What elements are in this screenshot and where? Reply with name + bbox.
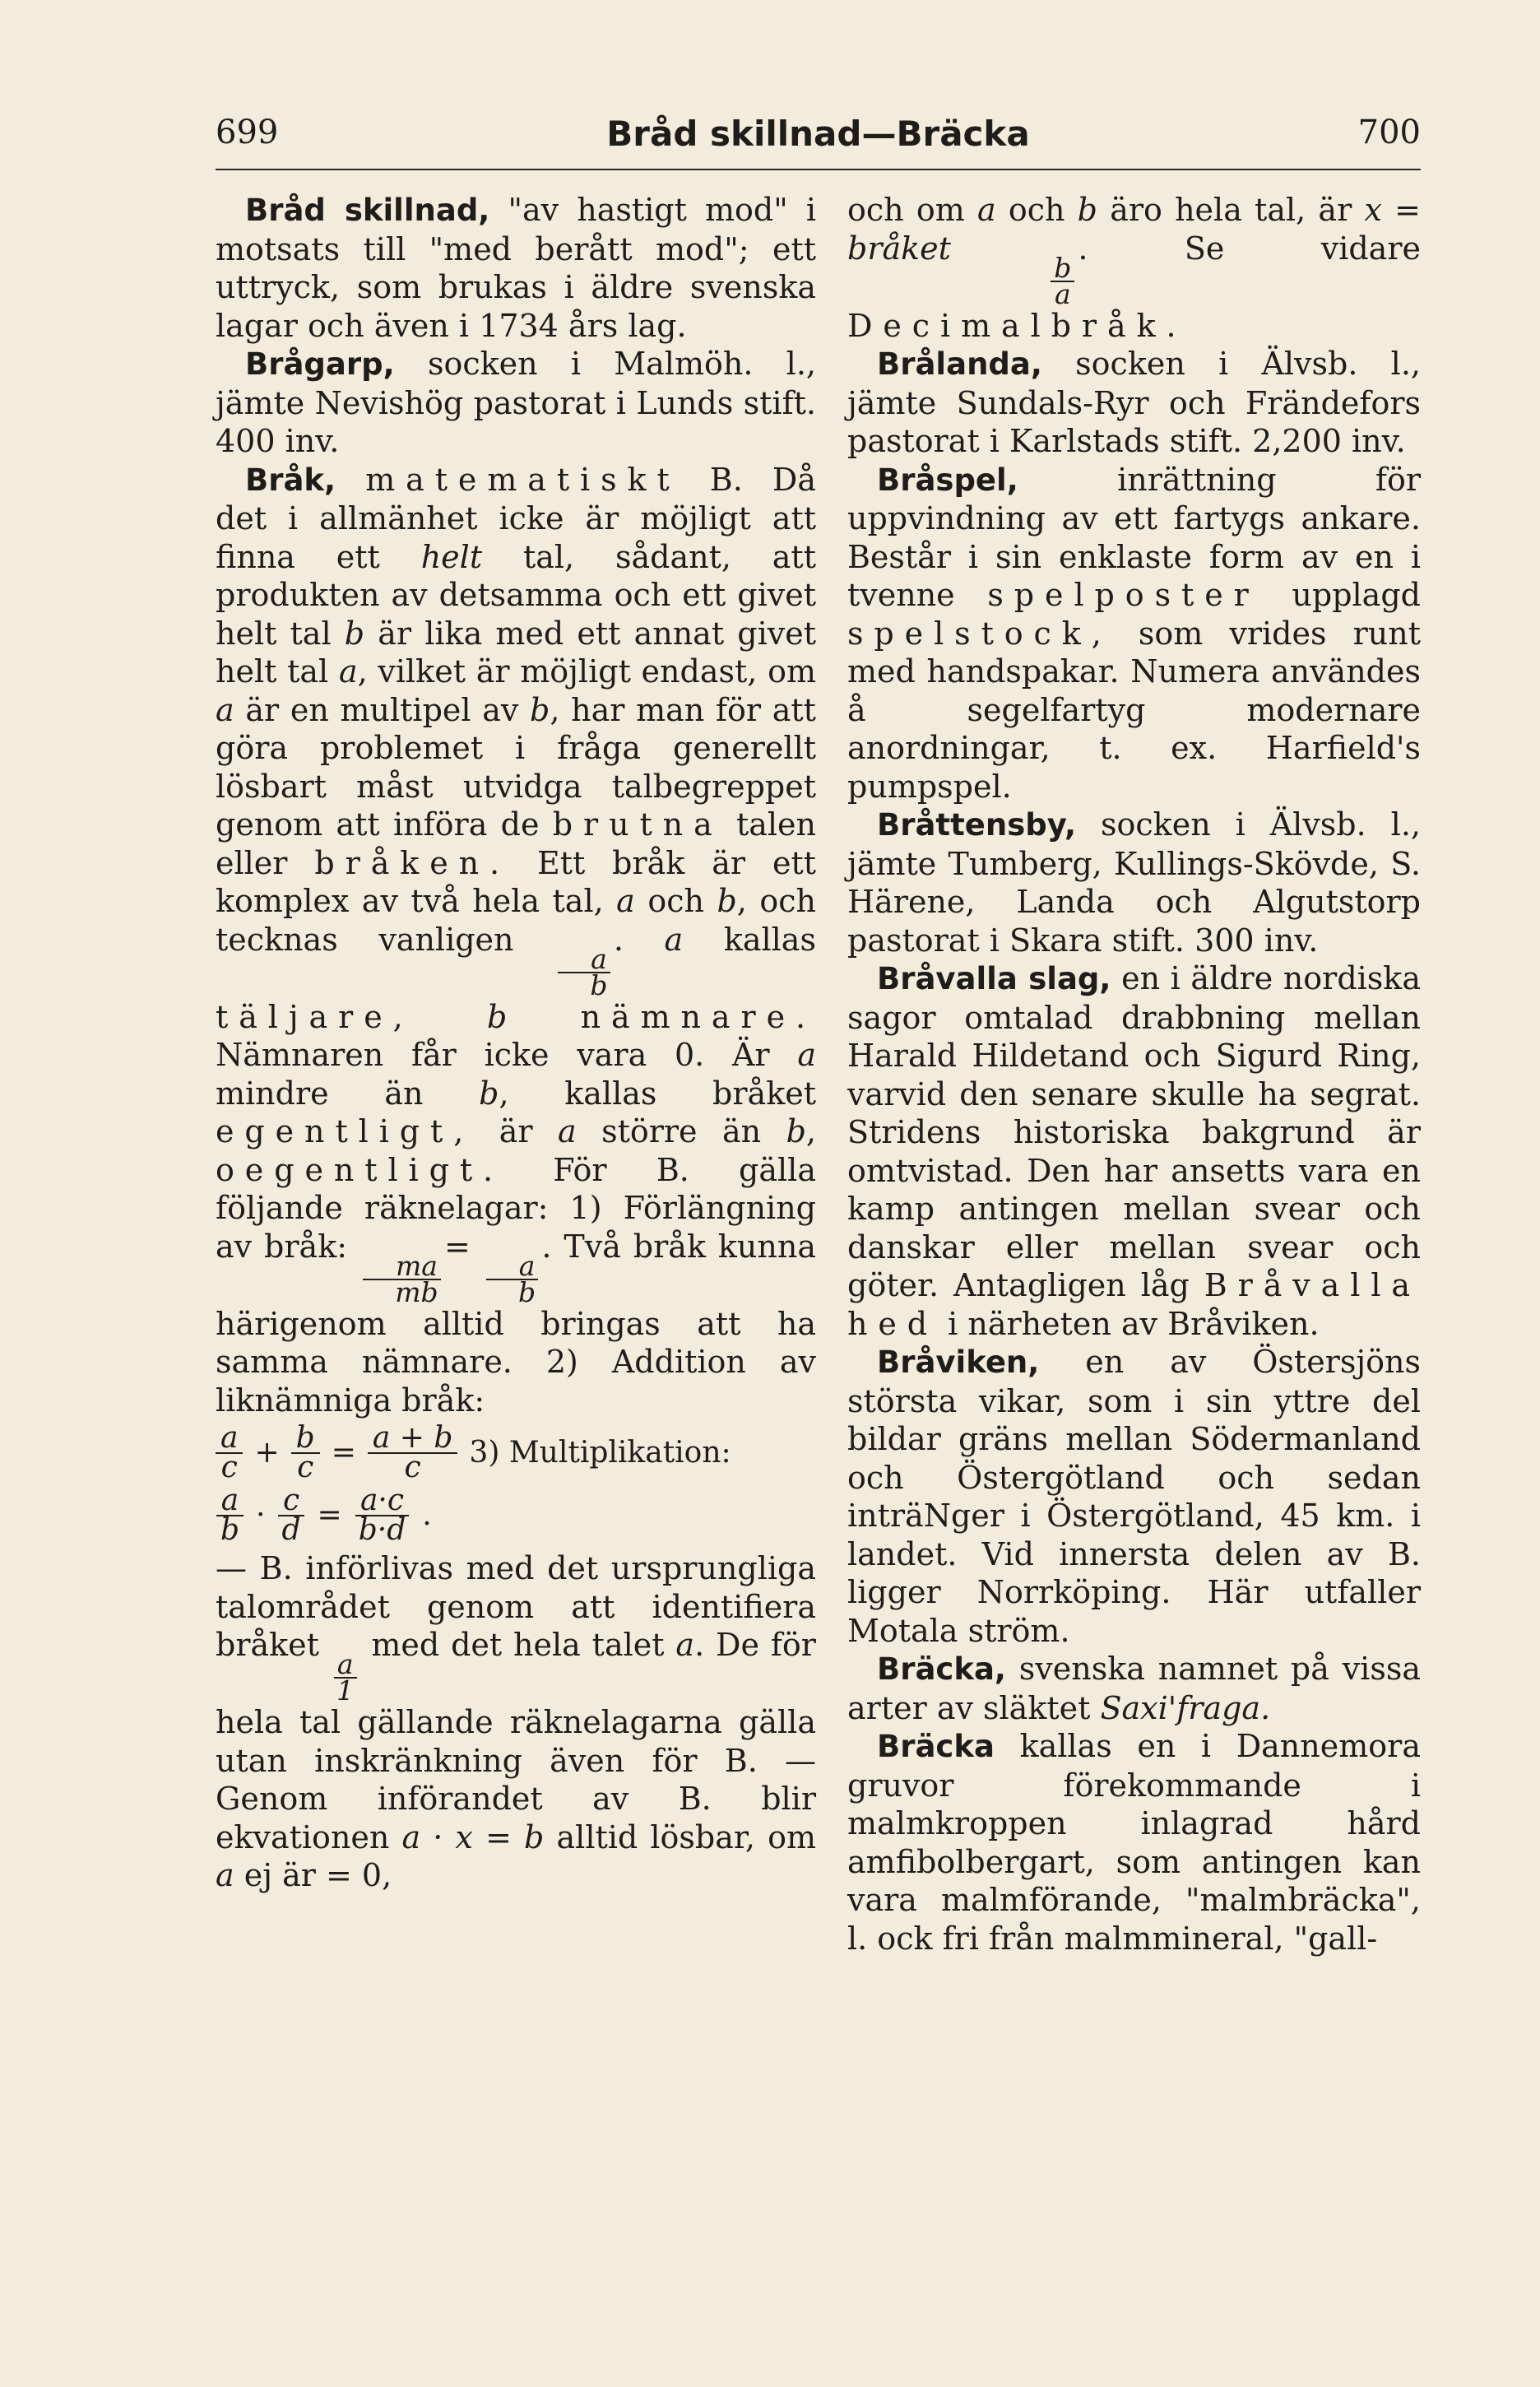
equation: a · x = b (401, 1818, 545, 1855)
entry-brad-skillnad (216, 191, 816, 345)
numerator: a (216, 1487, 244, 1516)
spaced-word: Decimalbråk. (847, 307, 1187, 344)
text: tal, sådant, att produkten av detsamma och ett givet helt tal (216, 538, 816, 652)
text: i närheten av Bråviken. (948, 1305, 1320, 1342)
entry-text: kallas en i Dannemora gruvor förekommande i malmkroppen inlagrad hård amfibolbergart, som antingen kan vara malmförande, "malmbräcka", l. ock fri från malmmineral, "gall- (847, 1728, 1421, 1957)
page-number-left: 699 (216, 114, 279, 151)
text: och (1008, 192, 1065, 228)
var-a: a (616, 883, 635, 919)
var-a: a (338, 653, 358, 690)
spaced-word: bråken. (314, 844, 511, 881)
text: större än (601, 1113, 762, 1149)
text: För B. gälla följande räknelagar: 1) Förlängning av bråk: (216, 1151, 816, 1265)
headword: Bråspel, (877, 462, 1018, 498)
fraction-a-over-c (216, 1421, 243, 1484)
text: alltid lösbar, om (556, 1818, 816, 1855)
fraction-a-over-b (486, 1249, 539, 1308)
spaced-word: spelposter (987, 577, 1259, 613)
text: svenska namnet på vissa arter av släktet (847, 1651, 1421, 1726)
entry-brak: Bråk, matematiskt B. Då det i allmänhet icke är möjligt att finna ett helt tal, sådant, att produkten av detsamma och ett givet helt tal b är lika med ett annat givet helt tal a, vilket är möjligt endast, om a är en multipel av b, har man för att göra problemet i fråga generellt lösbart måst utvidga talbegreppet genom att införa de brutna talen eller bråken. Ett bråk är ett komplex av två hela tal, a och b, och tecknas vanligen $\frac{a}{b}$ . a kallas täljare, b nämnare. Nämnaren får icke vara 0. Är a mindre än b, kallas bråket egentligt, är a större än b, oegentligt. För B. gälla följande räknelagar: 1) Förlängning av bråk: $\frac{ma}{mb}$ = $\frac{a}{b}$ . Två bråk kunna härigenom alltid bringas att ha samma nämnare. 2) Addition av liknämniga bråk: (216, 461, 816, 1419)
fraction-product (354, 1484, 411, 1547)
right-column (847, 191, 1421, 1957)
entry-bralanda (847, 345, 1421, 461)
text: och (647, 883, 704, 919)
var-b: b (486, 998, 508, 1035)
denominator: a (1055, 277, 1071, 310)
headword: Brålanda, (877, 346, 1042, 382)
multiplication-formula: $\frac{a}{b}$ · $\frac{c}{d}$ = $\frac{a\cdot c}{b\cdot d}$ . (216, 1487, 816, 1544)
entry-text: "av hastigt mod" i motsats till "med berått mod"; ett uttryck, som brukas i äldre svenska lagar och även i 1734 års lag. (216, 192, 816, 344)
denominator: b·d (358, 1513, 406, 1547)
text: inrättning för uppvindning av ett fartygs ankare. Består i sin enklaste form av en i tvenne (847, 461, 1421, 613)
numerator: a (334, 1652, 357, 1679)
numerator: a (486, 1254, 539, 1280)
headword: Bräcka, (877, 1651, 1006, 1687)
fraction-a-over-b (216, 1484, 244, 1547)
headword: Bråviken, (877, 1344, 1040, 1380)
numerator: b (1051, 256, 1074, 282)
denominator: d (281, 1513, 301, 1547)
spaced-word: brutna (552, 806, 723, 843)
equals-sign: = (317, 1498, 342, 1532)
text: med det hela talet (371, 1627, 665, 1663)
entry-text: socken i Älvsb. l., jämte Sundals-Ryr och Frändefors pastorat i Karlstads stift. 2,200 inv. (847, 346, 1421, 459)
numerator: a·c (355, 1487, 409, 1516)
entry-braspel (847, 461, 1421, 806)
entry-bragarp (216, 345, 816, 461)
page-header (216, 107, 1421, 173)
numerator: a + b (368, 1424, 458, 1454)
text: är en multipel av (245, 691, 519, 728)
text: 3) Multiplikation: (469, 1436, 731, 1470)
entry-bracka-1 (847, 1650, 1421, 1727)
spaced-word: oegentligt. (216, 1151, 504, 1188)
page-number-right: 700 (1357, 114, 1421, 151)
text: Nämnaren får icke vara 0. Är (216, 1037, 770, 1073)
text: och tecknas vanligen (216, 883, 816, 958)
var-b: b (786, 1113, 806, 1149)
text: talen eller (216, 806, 816, 881)
text: kallas bråket (564, 1075, 816, 1112)
entry-brattensby (847, 806, 1421, 959)
text: Se vidare (1184, 230, 1421, 267)
fraction-b-over-a (1051, 251, 1074, 310)
headword: Bråttensby, (877, 807, 1077, 843)
text: är lika med ett annat givet helt tal (216, 615, 816, 690)
fraction-a-over-1 (334, 1648, 357, 1707)
var-a: a (797, 1037, 816, 1073)
fraction-a-over-b (558, 942, 610, 1001)
numerator: c (278, 1487, 304, 1516)
text: ej är = 0, (244, 1857, 392, 1893)
headword: Bråk, (245, 462, 336, 498)
fraction-b-over-c (291, 1421, 320, 1484)
denominator: b (517, 1275, 536, 1308)
var-b: b (479, 1075, 499, 1112)
numerator: a (216, 1424, 243, 1454)
plus-sign: + (254, 1436, 280, 1470)
dot-sign: · (256, 1498, 266, 1532)
text: mindre än (216, 1075, 424, 1112)
var-a: a (216, 1857, 234, 1893)
text: är (499, 1113, 533, 1149)
entry-bravalla (847, 959, 1421, 1343)
text: upplagd (1292, 577, 1421, 613)
var-a: a (664, 921, 684, 958)
equation: x = bråket (847, 192, 1421, 267)
fraction-c-over-d (277, 1484, 306, 1547)
headword: Bråd skillnad, (245, 193, 490, 228)
var-b: b (1077, 192, 1097, 228)
denominator: c (404, 1451, 421, 1484)
numerator: b (291, 1424, 320, 1454)
italic-word: Saxi'fraga. (1100, 1689, 1271, 1726)
var-b: b (717, 883, 737, 919)
header-rule (216, 169, 1421, 170)
var-b: b (530, 691, 550, 728)
text: De för hela tal gällande räknelagarna gälla utan inskränkning även för B. — Genom införandet av B. blir ekvationen (216, 1627, 816, 1855)
var-a: a (557, 1113, 577, 1149)
var-a: a (675, 1627, 695, 1663)
text: B. Då det i allmänhet icke är möjligt att finna ett (216, 461, 816, 575)
fraction-ma-over-mb (363, 1249, 441, 1308)
text: vilket är möjligt endast, om (378, 653, 816, 690)
spaced-word: täljare, (216, 998, 414, 1035)
fraction-sum (368, 1421, 458, 1484)
entry-text: socken i Malmöh. l., jämte Nevishög pastorat i Lunds stift. 400 inv. (216, 346, 816, 459)
italic-word: helt (420, 538, 483, 575)
text: Ett bråk är ett komplex av två hela tal, (216, 844, 816, 919)
headword: Bråvalla slag, (877, 961, 1111, 996)
denominator: 1 (336, 1674, 355, 1707)
headword: Brågarp, (245, 346, 395, 382)
denominator: mb (395, 1275, 438, 1308)
spaced-word: Bråvalla hed (847, 1267, 1421, 1342)
numerator: ma (363, 1254, 441, 1280)
entry-bracka-2 (847, 1727, 1421, 1957)
text: — B. införlivas med det ursprungliga talområdet genom att identifiera bråket (216, 1550, 816, 1663)
denominator: c (297, 1451, 314, 1484)
var-a: a (976, 192, 996, 228)
text: Två bråk kunna härigenom alltid bringas att ha samma nämnare. 2) Addition av liknämniga bråk: (216, 1228, 816, 1419)
headword: Bräcka (877, 1729, 995, 1764)
text: äro hela tal, är (1110, 192, 1352, 228)
equals-sign: = (331, 1436, 356, 1470)
text: och om (847, 192, 965, 228)
entry-brak-continuation: och om a och b äro hela tal, är x = bråket $\frac{b}{a}$ . Se vidare Decimalbråk. (847, 192, 1421, 344)
var-a: a (216, 691, 234, 728)
denominator: c (220, 1451, 238, 1484)
entry-braviken (847, 1343, 1421, 1650)
numerator: a (558, 947, 610, 973)
text: kallas (723, 921, 816, 958)
text: som vrides runt med handspakar. Numera användes å segelfartyg modernare anordningar, t. ex. Harfield's pumpspel. (847, 615, 1421, 805)
entry-text: socken i Älvsb. l., jämte Tumberg, Kullings-Skövde, S. Härene, Landa och Algutstorp pastorat i Skara stift. 300 inv. (847, 806, 1421, 959)
spaced-word: nämnare. (580, 998, 816, 1035)
spaced-word: matematiskt (365, 461, 680, 498)
var-b: b (344, 615, 365, 652)
text: har man för att göra problemet i fråga generellt lösbart måst utvidga talbegreppet genom att införa de (216, 691, 816, 843)
left-column (216, 191, 816, 1895)
spaced-word: spelstock, (847, 615, 1112, 652)
text: en i äldre nordiska sagor omtalad drabbning mellan Harald Hildetand och Sigurd Ring, varvid den senare skulle ha segrat. Stridens historiska bakgrund är omtvistad. Den har ansetts vara en kamp antingen mellan svear och danskar eller mellan svear och göter. Antagligen låg (847, 960, 1421, 1303)
denominator: b (220, 1513, 240, 1547)
entry-text: en av Östersjöns största vikar, som i sin yttre del bildar gräns mellan Södermanland och Östergötland och sedan inträNger i Östergötland, 45 km. i landet. Vid innersta delen av B. ligger Norrköping. Här utfaller Motala ström. (847, 1344, 1421, 1649)
denominator: b (590, 968, 608, 1001)
spaced-word: egentligt, (216, 1113, 475, 1149)
running-title: Bråd skillnad—Bräcka (606, 114, 1030, 154)
addition-formula (216, 1421, 816, 1484)
entry-brak-cont: — B. införlivas med det ursprungliga talområdet genom att identifiera bråket $\frac{a}{1}$ med det hela talet a. De för hela tal gällande räknelagarna gälla utan inskränkning även för B. — Genom införandet av B. blir ekvationen a · x = b alltid lösbar, om a ej är = 0, (216, 1550, 816, 1893)
